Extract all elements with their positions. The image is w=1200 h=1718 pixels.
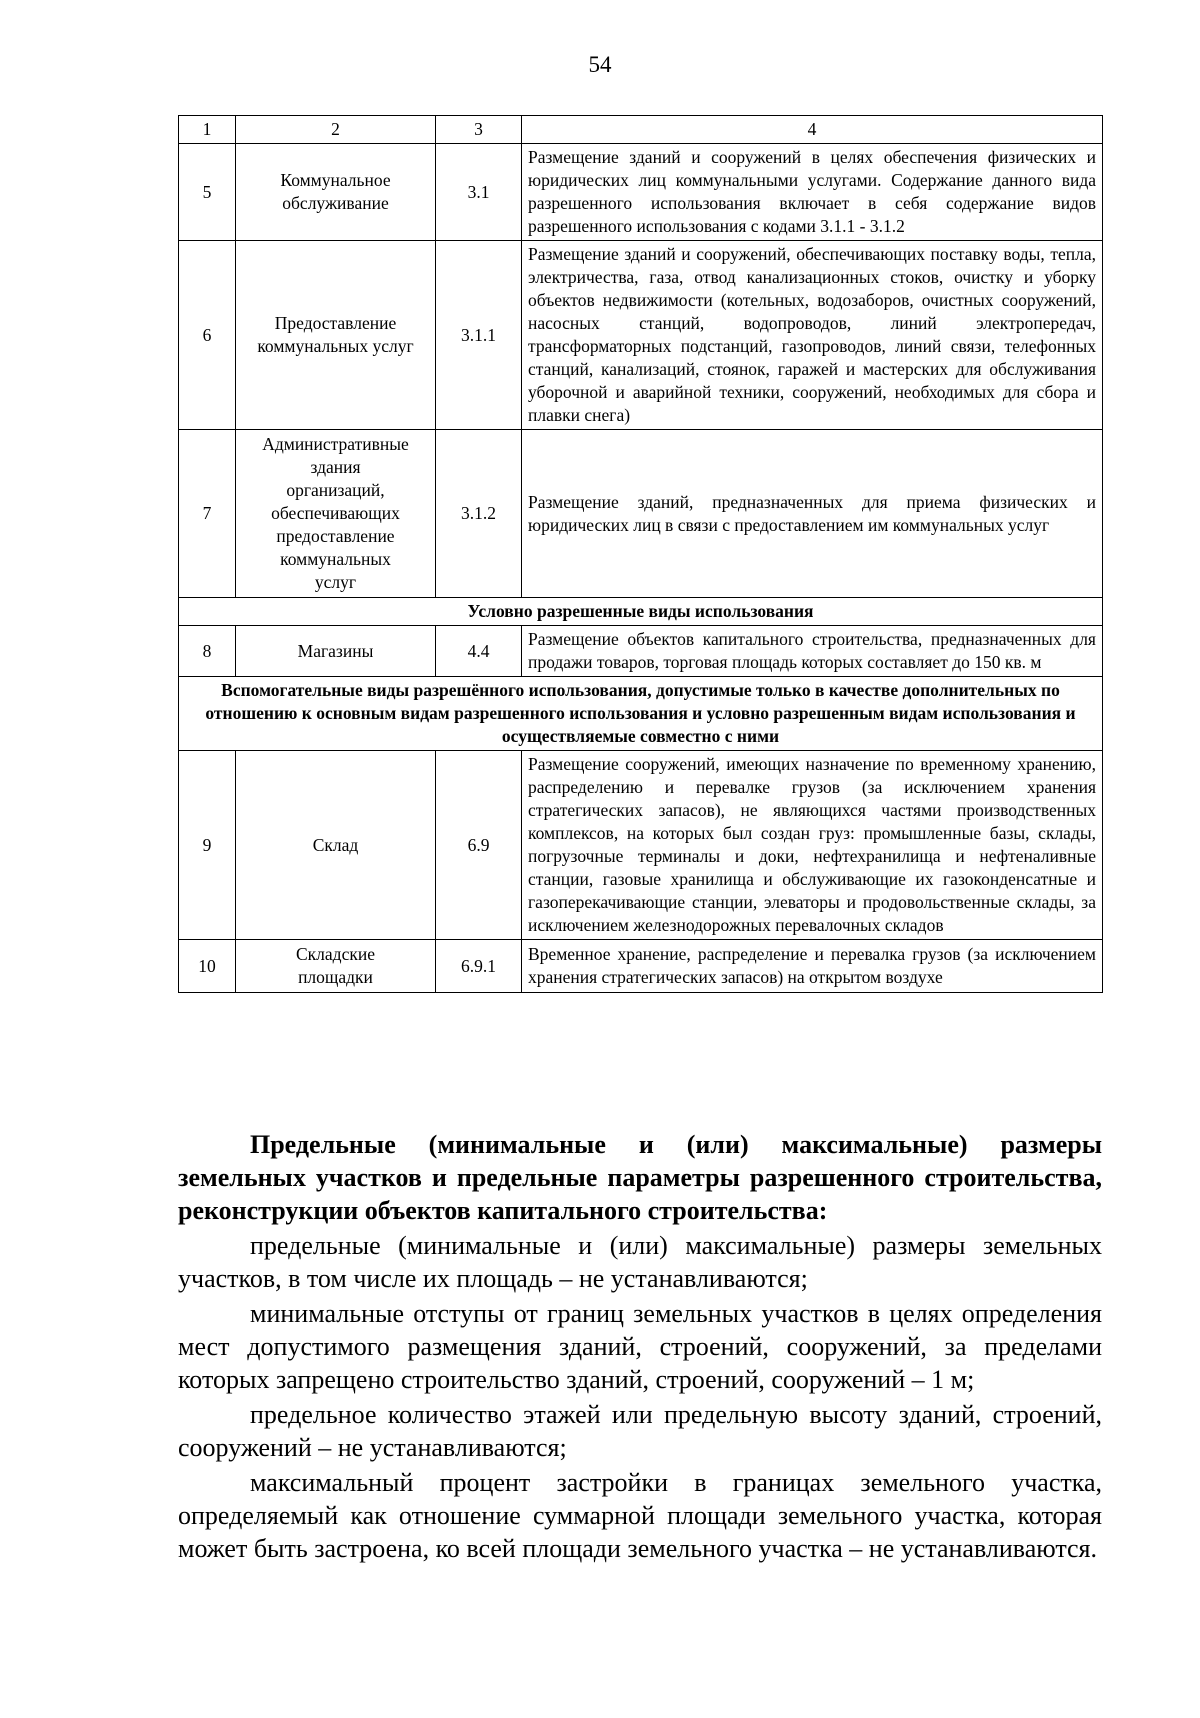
use-code: 3.1.1 [436, 241, 522, 430]
use-name: Административные здания организаций, обеспечивающих предоставление коммунальных услуг [236, 430, 436, 598]
use-name: Предоставление коммунальных услуг [236, 241, 436, 430]
table-row [179, 751, 1103, 940]
land-use-table [178, 115, 1103, 993]
use-description: Размещение сооружений, имеющих назначение по временному хранению, распределению и перевалке грузов (за исключением хранения стратегических запасов), не являющихся частями производственных комплексов, на которых был создан груз: промышленные базы, склады, погрузочные терминалы и доки, нефтехранилища и нефтеналивные станции, газовые хранилища и обслуживающие их газоконденсатные и газоперекачивающие станции, элеваторы и продовольственные склады, за исключением железнодорожных перевалочных складов [522, 751, 1103, 940]
page-number: 54 [588, 52, 612, 77]
section-auxiliary-heading: Вспомогательные виды разрешённого использования, допустимые только в качестве дополнительных по отношению к основным видам разрешенного использования и условно разрешенным видам использования и осуществляемые совместно с ними [179, 677, 1103, 751]
use-code: 6.9.1 [436, 940, 522, 993]
header-cell: 4 [522, 116, 1103, 144]
parameter-paragraph: предельные (минимальные и (или) максимальные) размеры земельных участков, в том числе их площадь – не устанавливаются; [178, 1231, 1102, 1293]
row-number: 5 [179, 144, 236, 241]
row-number: 7 [179, 430, 236, 598]
section-heading-row [179, 598, 1103, 626]
table-row [179, 241, 1103, 430]
row-number: 10 [179, 940, 236, 993]
table-header-row [179, 116, 1103, 144]
parameters-heading: Предельные (минимальные и (или) максимальные) размеры земельных участков и предельные параметры разрешенного строительства, реконструкции объектов капитального строительства: [178, 1130, 1102, 1225]
use-name: Складские площадки [236, 940, 436, 993]
use-description: Размещение зданий и сооружений, обеспечивающих поставку воды, тепла, электричества, газа, отвод канализационных стоков, очистку и уборку объектов недвижимости (котельных, водозаборов, очистных сооружений, насосных станций, водопроводов, линий электропередач, трансформаторных подстанций, газопроводов, линий связи, телефонных станций, канализаций, стоянок, гаражей и мастерских для обслуживания уборочной и аварийной техники, сооружений, необходимых для сбора и плавки снега) [522, 241, 1103, 430]
parameter-paragraph: максимальный процент застройки в границах земельного участка, определяемый как отношение суммарной площади земельного участка, которая может быть застроена, ко всей площади земельного участка – не устанавливаются. [178, 1468, 1102, 1563]
use-code: 4.4 [436, 626, 522, 677]
parameter-paragraph: минимальные отступы от границ земельных участков в целях определения мест допустимого размещения зданий, строений, сооружений, за пределами которых запрещено строительство зданий, строений, сооружений – 1 м; [178, 1299, 1102, 1394]
use-description: Размещение зданий, предназначенных для приема физических и юридических лиц в связи с предоставлением им коммунальных услуг [522, 430, 1103, 598]
use-name: Склад [236, 751, 436, 940]
table-row [179, 940, 1103, 993]
header-cell: 2 [236, 116, 436, 144]
row-number: 8 [179, 626, 236, 677]
parameters-section [178, 1128, 1102, 1565]
header-cell: 3 [436, 116, 522, 144]
section-heading-row [179, 677, 1103, 751]
header-cell: 1 [179, 116, 236, 144]
use-description: Временное хранение, распределение и перевалка грузов (за исключением хранения стратегических запасов) на открытом воздухе [522, 940, 1103, 993]
use-code: 3.1 [436, 144, 522, 241]
table-row [179, 626, 1103, 677]
use-name: Коммунальное обслуживание [236, 144, 436, 241]
use-description: Размещение зданий и сооружений в целях обеспечения физических и юридических лиц коммунальными услугами. Содержание данного вида разрешенного использования включает в себя содержание видов разрешенного использования с кодами 3.1.1 - 3.1.2 [522, 144, 1103, 241]
use-description: Размещение объектов капитального строительства, предназначенных для продажи товаров, торговая площадь которых составляет до 150 кв. м [522, 626, 1103, 677]
row-number: 6 [179, 241, 236, 430]
table-row [179, 144, 1103, 241]
section-conditional-heading: Условно разрешенные виды использования [179, 598, 1103, 626]
parameter-paragraph: предельное количество этажей или предельную высоту зданий, строений, сооружений – не устанавливаются; [178, 1400, 1102, 1462]
use-code: 3.1.2 [436, 430, 522, 598]
table-row [179, 430, 1103, 598]
row-number: 9 [179, 751, 236, 940]
use-code: 6.9 [436, 751, 522, 940]
use-name: Магазины [236, 626, 436, 677]
